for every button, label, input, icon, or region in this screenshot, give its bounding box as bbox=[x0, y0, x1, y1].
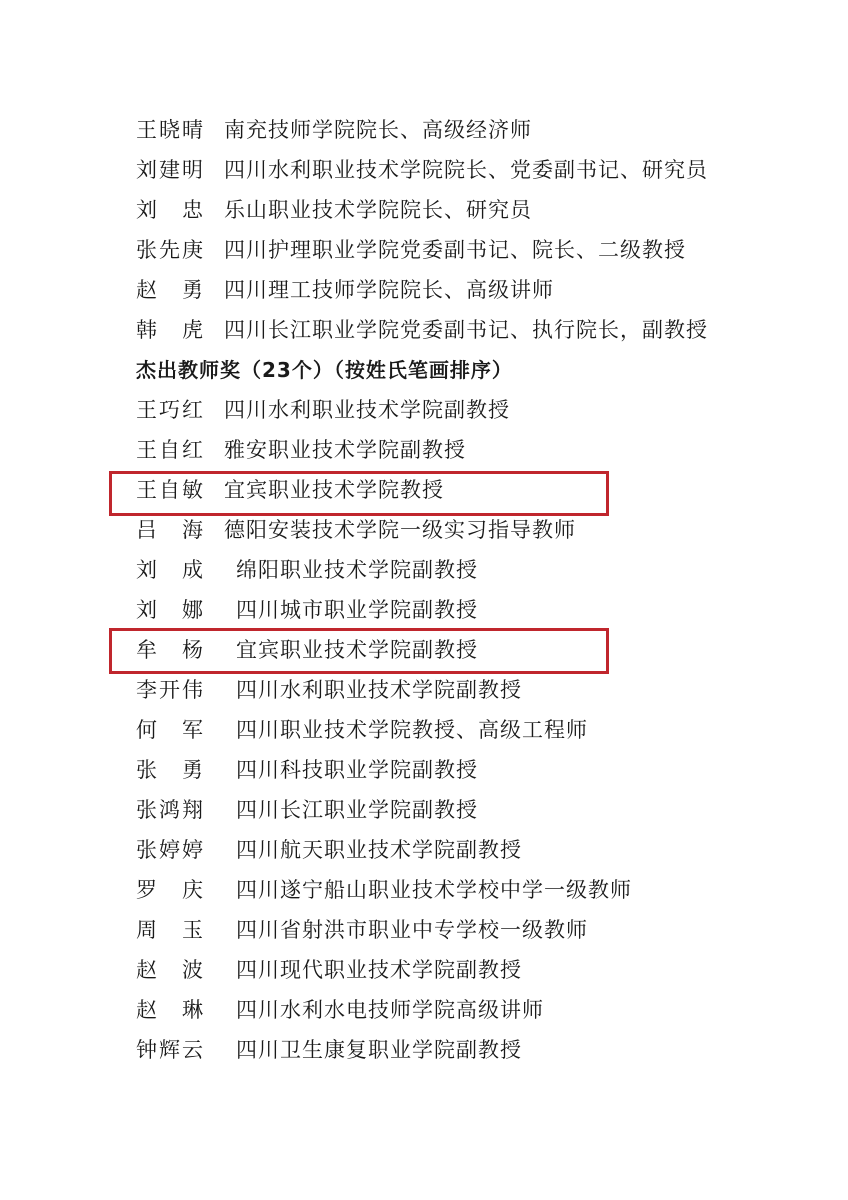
person-name: 赵 波 bbox=[136, 958, 205, 982]
person-title: 德阳安装技术学院一级实习指导教师 bbox=[224, 518, 576, 542]
person-title: 四川卫生康复职业学院副教授 bbox=[236, 1038, 522, 1062]
list-item bbox=[136, 593, 478, 627]
person-name: 张鸿翔 bbox=[136, 798, 205, 822]
list-item bbox=[136, 833, 522, 867]
person-title: 四川城市职业学院副教授 bbox=[236, 598, 478, 622]
person-name: 刘 忠 bbox=[136, 198, 205, 222]
highlight-box bbox=[109, 471, 609, 516]
person-title: 四川水利职业技术学院副教授 bbox=[224, 398, 510, 422]
person-title: 四川长江职业学院党委副书记、执行院长，副教授 bbox=[224, 318, 708, 342]
person-title: 四川航天职业技术学院副教授 bbox=[236, 838, 522, 862]
person-title: 四川职业技术学院教授、高级工程师 bbox=[236, 718, 588, 742]
person-title: 宜宾职业技术学院教授 bbox=[224, 478, 444, 502]
person-title: 四川水利职业技术学院院长、党委副书记、研究员 bbox=[224, 158, 708, 182]
person-name: 罗 庆 bbox=[136, 878, 205, 902]
list-item bbox=[136, 873, 632, 907]
person-name: 王自红 bbox=[136, 438, 205, 462]
list-item bbox=[136, 1033, 522, 1067]
list-item bbox=[136, 233, 686, 267]
person-name: 张先庚 bbox=[136, 238, 205, 262]
list-item bbox=[136, 753, 478, 787]
person-name: 张 勇 bbox=[136, 758, 205, 782]
person-title: 四川科技职业学院副教授 bbox=[236, 758, 478, 782]
person-name: 韩 虎 bbox=[136, 318, 205, 342]
highlight-box bbox=[109, 628, 609, 674]
list-item bbox=[136, 513, 576, 547]
person-name: 赵 勇 bbox=[136, 278, 205, 302]
person-name: 张婷婷 bbox=[136, 838, 205, 862]
person-name: 牟 杨 bbox=[136, 638, 205, 662]
person-title: 宜宾职业技术学院副教授 bbox=[236, 638, 478, 662]
person-name: 刘建明 bbox=[136, 158, 205, 182]
person-title: 四川省射洪市职业中专学校一级教师 bbox=[236, 918, 588, 942]
person-name: 刘 娜 bbox=[136, 598, 205, 622]
section-heading: 杰出教师奖（23个）（按姓氏笔画排序） bbox=[136, 358, 513, 382]
person-name: 王晓晴 bbox=[136, 118, 205, 142]
person-title: 四川现代职业技术学院副教授 bbox=[236, 958, 522, 982]
person-title: 四川长江职业学院副教授 bbox=[236, 798, 478, 822]
list-item bbox=[136, 993, 544, 1027]
person-name: 何 军 bbox=[136, 718, 205, 742]
person-name: 王巧红 bbox=[136, 398, 205, 422]
person-name: 刘 成 bbox=[136, 558, 205, 582]
list-item bbox=[136, 673, 522, 707]
person-title: 南充技师学院院长、高级经济师 bbox=[224, 118, 532, 142]
list-item bbox=[136, 313, 708, 347]
person-name: 王自敏 bbox=[136, 478, 205, 502]
person-title: 四川水利水电技师学院高级讲师 bbox=[236, 998, 544, 1022]
list-item bbox=[136, 953, 522, 987]
list-item bbox=[136, 153, 708, 187]
list-item bbox=[136, 913, 588, 947]
person-name: 周 玉 bbox=[136, 918, 205, 942]
list-item bbox=[136, 273, 554, 307]
person-name: 钟辉云 bbox=[136, 1038, 205, 1062]
list-item bbox=[136, 433, 466, 467]
list-item bbox=[136, 713, 588, 747]
person-title: 雅安职业技术学院副教授 bbox=[224, 438, 466, 462]
person-title: 四川护理职业学院党委副书记、院长、二级教授 bbox=[224, 238, 686, 262]
person-title: 四川遂宁船山职业技术学校中学一级教师 bbox=[236, 878, 632, 902]
list-item bbox=[136, 113, 532, 147]
person-name: 赵 琳 bbox=[136, 998, 205, 1022]
person-title: 绵阳职业技术学院副教授 bbox=[236, 558, 478, 582]
list-item bbox=[136, 193, 532, 227]
person-title: 四川水利职业技术学院副教授 bbox=[236, 678, 522, 702]
list-item bbox=[136, 793, 478, 827]
person-name: 吕 海 bbox=[136, 518, 205, 542]
list-item bbox=[136, 393, 510, 427]
person-title: 四川理工技师学院院长、高级讲师 bbox=[224, 278, 554, 302]
person-title: 乐山职业技术学院院长、研究员 bbox=[224, 198, 532, 222]
person-name: 李开伟 bbox=[136, 678, 205, 702]
list-item bbox=[136, 553, 478, 587]
